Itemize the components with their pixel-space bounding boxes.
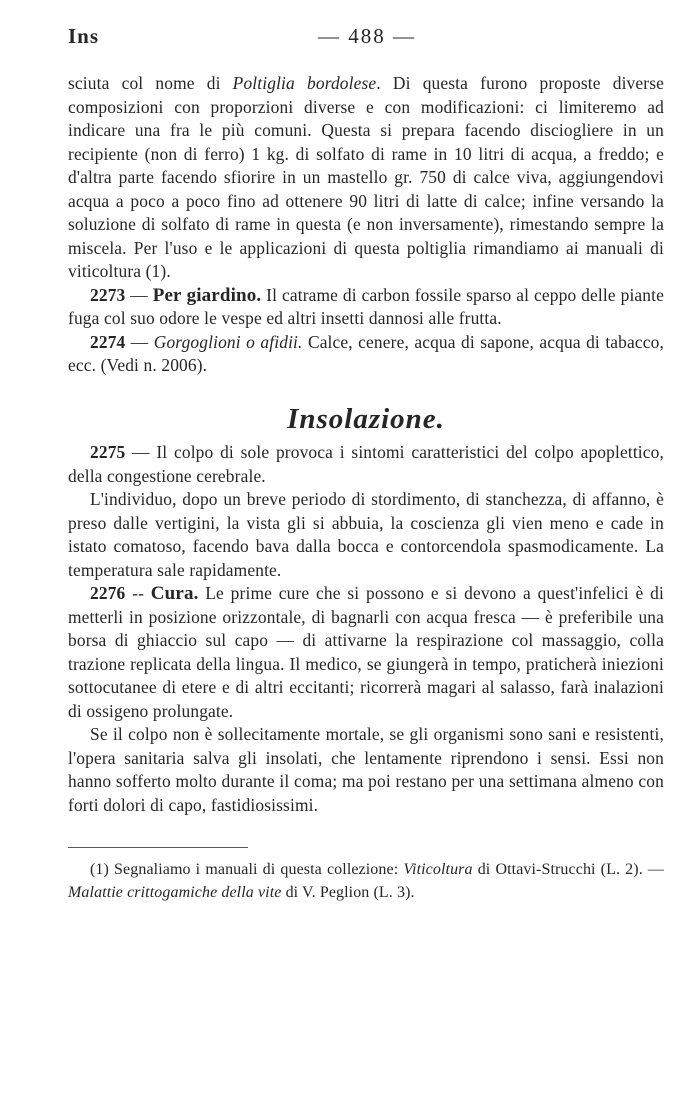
- entry-2276: [68, 582, 664, 723]
- entry-text: Calce, cenere, acqua di sapone, acqua di tabacco, ecc. (Vedi n. 2006).: [68, 331, 664, 375]
- continuation-paragraph: [68, 72, 664, 284]
- continuation-text-2: . Di questa furono proposte diverse composizioni con proporzioni diverse e con modificazioni: ci limiteremo ad indicare una fra le più comuni. Questa si prepara facendo disciogliere in un recipiente (non di ferro) 1 kg. di solfato di rame in 10 litri di acqua, a freddo; e d'altra parte facendo sfiorire in un mastello gr. 750 di calce viva, aggiungendovi acqua a poco a poco fino ad ottenere 90 litri di latte di calce; infine versando la soluzione di solfato di rame in questa (e non inversamente), rimestando sempre la miscela. Per l'uso e le applicazioni di questa poltiglia rimandiamo ai manuali di viticoltura (1).: [68, 73, 664, 281]
- footnote-divider: [68, 847, 248, 848]
- section-label: Ins: [68, 24, 100, 48]
- entry-2275: [68, 441, 664, 488]
- footnote-paragraph: [68, 858, 664, 904]
- entry-heading: Cura.: [150, 583, 199, 604]
- continuation-text-1: sciuta col nome di: [68, 73, 233, 93]
- running-head: [68, 22, 664, 56]
- footnote-text-2: di Ottavi-Strucchi (L. 2). —: [472, 861, 664, 878]
- entry-text: Il catrame di carbon fossile sparso al ceppo delle piante fuga col suo odore le vespe ed altri insetti dannosi alle frutta.: [68, 284, 664, 328]
- entry-2274: [68, 331, 664, 378]
- entry-dash: —: [125, 331, 154, 352]
- footnote-text-3: di V. Peglion (L. 3).: [281, 884, 415, 901]
- footnote-title-malattie: Malattie crittogamiche della vite: [68, 884, 282, 901]
- entry-heading: Per giardino.: [152, 284, 262, 306]
- entry-dash: —: [125, 284, 153, 305]
- entry-text: Le prime cure che si possono e si devono a quest'infelici è di metterli in posizione orizzontale, di bagnarli con acqua fresca — è preferibile una borsa di ghiaccio sul capo — di attivarne la respirazione col massaggio, colla trazione replicata della lingua. Il medico, se giungerà in tempo, praticherà iniezioni sottocutanee di etere e di altri eccitanti; ricorrerà magari al salasso, farà inalazioni di ossigeno prolungate.: [68, 583, 664, 721]
- entry-heading: Gorgoglioni o afidii.: [153, 331, 303, 352]
- footnote-title-viticoltura: Viticoltura: [403, 861, 473, 878]
- footnote-text-1: (1) Segnaliamo i manuali di questa collezione:: [90, 861, 404, 878]
- paragraph-colpo: Se il colpo non è sollecitamente mortale, se gli organismi sono sani e resistenti, l'opera sanitaria salva gli insolati, che lentamente riprendono i sensi. Essi non hanno sofferto molto durante il coma; ma poi restano per una settimana almeno con forti dolori di capo, fastidiosissimi.: [68, 724, 664, 815]
- entry-number: 2275: [90, 442, 126, 462]
- entry-2273: [68, 284, 664, 331]
- main-text: [68, 72, 664, 817]
- entry-dash: --: [125, 583, 151, 603]
- entry-dash: —: [125, 442, 157, 462]
- entry-number: 2274: [90, 331, 126, 352]
- poltiglia-term: Poltiglia bordolese: [232, 73, 377, 93]
- entry-number: 2273: [90, 284, 126, 305]
- book-page: [68, 22, 664, 904]
- entry-text: Il colpo di sole provoca i sintomi caratteristici del colpo apoplettico, della congestione cerebrale.: [68, 442, 664, 486]
- paragraph-individuo: L'individuo, dopo un breve periodo di stordimento, di stanchezza, di affanno, è preso dalle vertigini, la vista gli si abbuia, la coscienza gli vien meno e cade in istato comatoso, facendo bava dalla bocca e contorcendola spasmodicamente. La temperatura sale rapidamente.: [68, 489, 664, 580]
- section-title: Insolazione.: [287, 402, 445, 435]
- footnote: [68, 858, 664, 904]
- page-number: — 488 —: [318, 24, 416, 48]
- entry-number: 2276: [90, 583, 126, 603]
